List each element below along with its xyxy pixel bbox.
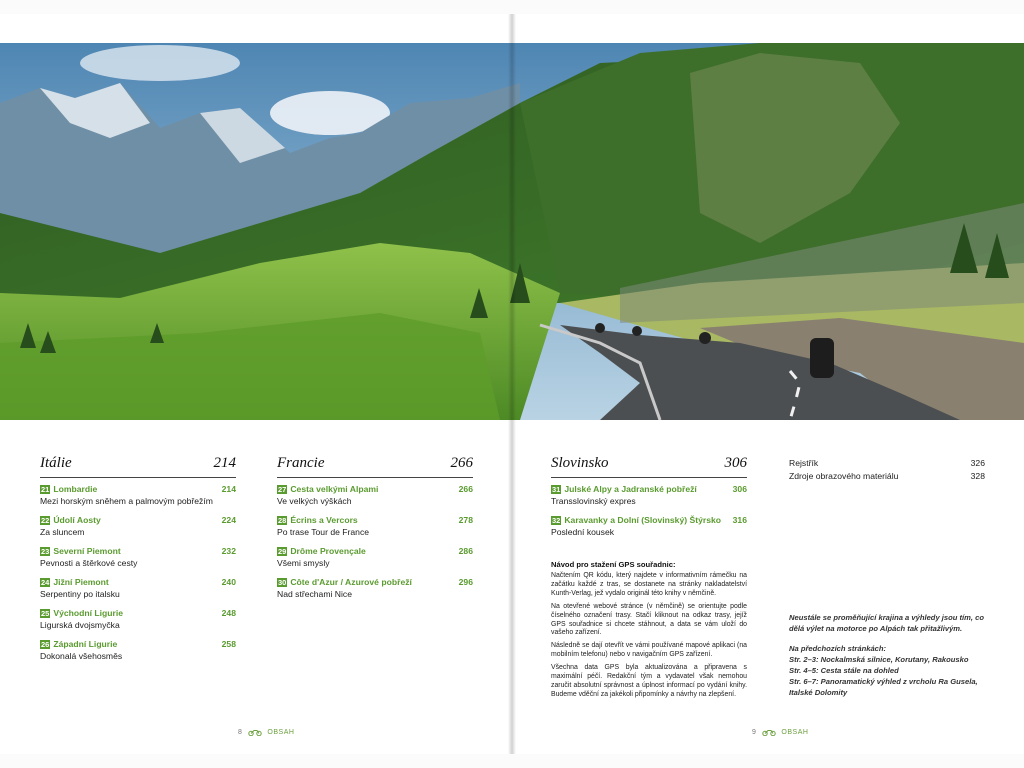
index-row: [789, 458, 985, 468]
toc-entry-title: [551, 484, 697, 494]
toc-entry-title: [40, 608, 123, 618]
route-number-badge: 29: [278, 546, 287, 556]
gps-paragraph: Následně se dají otevřít ve vámi používané mapové aplikaci (na mobilním telefonu) nebo v navigačním GPS zařízení.: [551, 642, 747, 659]
route-name: Julské Alpy a Jadranské pobřeží: [564, 484, 697, 494]
toc-entry-subtitle: Serpentiny po italsku: [40, 589, 120, 599]
notes-item: Str. 6–7: Panoramatický výhled z vrcholu Ra Gusela, Italské Dolomity: [789, 677, 978, 697]
route-name: Lombardie: [53, 484, 98, 494]
route-name: Severní Piemont: [53, 546, 121, 556]
route-number-badge: 30: [278, 577, 287, 587]
route-name: Jižní Piemont: [53, 577, 109, 587]
route-number-badge: 22: [41, 515, 50, 525]
notes-heading: Na předchozích stránkách:: [789, 644, 887, 653]
toc-entry-title: [40, 546, 121, 556]
toc-entry-subtitle: Nad střechami Nice: [277, 589, 352, 599]
toc-entry-page: 248: [221, 608, 236, 618]
toc-entry-subtitle: Poslední kousek: [551, 527, 615, 537]
toc-entry-subtitle: Transslovinský expres: [551, 496, 636, 506]
toc-entry-title: [277, 515, 358, 525]
motorcycle-icon: [248, 728, 262, 736]
toc-entry-title: [277, 577, 412, 587]
motorcycle-icon: [762, 728, 776, 736]
column-title: Slovinsko: [551, 455, 609, 471]
route-number-badge: 28: [278, 515, 287, 525]
toc-entry-title: [277, 546, 366, 556]
toc-entry: [551, 515, 747, 537]
column-page: 306: [724, 455, 747, 471]
toc-entry-row: [40, 577, 236, 587]
toc-entry: [40, 577, 236, 599]
column-header: [551, 455, 747, 478]
toc-entry: [277, 515, 473, 537]
toc-entry-subtitle: Za sluncem: [40, 527, 85, 537]
route-name: Côte d'Azur / Azurové pobřeží: [290, 577, 412, 587]
column-header: [277, 455, 473, 478]
toc-entry-page: 224: [221, 515, 236, 525]
toc-entry-title: [551, 515, 721, 525]
toc-entry-row: [277, 484, 473, 494]
book-gutter: [508, 14, 516, 754]
toc-entry-row: [551, 515, 747, 525]
toc-entry-page: 214: [221, 484, 236, 494]
toc-entry-subtitle: Všemi smysly: [277, 558, 330, 568]
toc-entry-row: [277, 577, 473, 587]
notes-item: Str. 4–5: Cesta stále na dohled: [789, 666, 899, 675]
photo-caption-notes: [789, 612, 985, 698]
toc-entry-title: [40, 484, 97, 494]
toc-entry-row: [551, 484, 747, 494]
route-number-badge: 27: [278, 484, 287, 494]
toc-entry-subtitle: Ligurská dvojsmyčka: [40, 620, 120, 630]
toc-entry-subtitle: Po trase Tour de France: [277, 527, 370, 537]
toc-entry-row: [40, 515, 236, 525]
route-name: Cesta velkými Alpami: [290, 484, 379, 494]
index-page: 326: [970, 458, 985, 468]
toc-entry-title: [40, 639, 117, 649]
index-label: Zdroje obrazového materiálu: [789, 471, 899, 481]
toc-entry-page: 232: [221, 546, 236, 556]
toc-entry: [40, 484, 236, 506]
folio-label: OBSAH: [267, 728, 295, 736]
route-name: Východní Ligurie: [53, 608, 124, 618]
toc-column-france: [277, 455, 473, 608]
column-title: Francie: [277, 455, 325, 471]
toc-entry-page: 306: [732, 484, 747, 494]
gps-paragraph: Na otevřené webové stránce (v němčině) se orientujte podle číselného označení trasy. Stačí kliknout na odkaz trasy, jejíž GPS souřadnice si chcete stáhnout, a data se vám uloží do vašeho zařízení.: [551, 602, 747, 637]
folio-right: [752, 728, 808, 736]
toc-entry: [277, 484, 473, 506]
index-page: 328: [970, 471, 985, 481]
column-title: Itálie: [40, 455, 72, 471]
gps-heading: Návod pro stažení GPS souřadnic:: [551, 560, 676, 569]
column-page: 214: [213, 455, 236, 471]
toc-entry-page: 258: [221, 639, 236, 649]
toc-entry-page: 316: [732, 515, 747, 525]
toc-entry-row: [277, 546, 473, 556]
route-number-badge: 31: [552, 484, 561, 494]
toc-entry: [40, 639, 236, 661]
toc-entry-page: 296: [458, 577, 473, 587]
toc-entry-row: [40, 608, 236, 618]
toc-entry: [277, 546, 473, 568]
column-page: 266: [450, 455, 473, 471]
folio-left: [238, 728, 294, 736]
toc-entry-subtitle: Pevnosti a štěrkové cesty: [40, 558, 138, 568]
toc-entry-row: [40, 546, 236, 556]
toc-entry-page: 266: [458, 484, 473, 494]
toc-entry: [551, 484, 747, 506]
toc-entry: [40, 608, 236, 630]
toc-entry: [277, 577, 473, 599]
gps-instructions: [551, 560, 747, 704]
toc-entry-page: 286: [458, 546, 473, 556]
toc-column-slovenia: [551, 455, 747, 546]
toc-entry-subtitle: Mezi horským sněhem a palmovým pobřežím: [40, 496, 213, 506]
toc-entry-page: 278: [458, 515, 473, 525]
toc-entry-page: 240: [221, 577, 236, 587]
toc-entry-subtitle: Ve velkých výškách: [277, 496, 352, 506]
toc-entry-row: [40, 484, 236, 494]
route-number-badge: 32: [552, 515, 561, 525]
folio-number: 8: [238, 728, 243, 736]
index-label: Rejstřík: [789, 458, 819, 468]
column-header: [40, 455, 236, 478]
toc-entry-row: [277, 515, 473, 525]
index-row: [789, 471, 985, 481]
route-number-badge: 25: [41, 608, 50, 618]
index-list: [789, 458, 985, 484]
folio-number: 9: [752, 728, 757, 736]
toc-entry-row: [40, 639, 236, 649]
toc-entry-title: [40, 577, 109, 587]
route-number-badge: 21: [41, 484, 50, 494]
toc-entry: [40, 546, 236, 568]
route-name: Drôme Provençale: [290, 546, 366, 556]
route-name: Údolí Aosty: [53, 515, 101, 525]
route-number-badge: 26: [41, 639, 50, 649]
toc-column-italy: [40, 455, 236, 670]
gps-paragraph: Všechna data GPS byla aktualizována a připravena s maximální péčí. Redakční tým a vydavatel však nemohou zaručit absolutní správnost a úplnost informací po vydání knihy. Budeme vděční za jakékoli připomínky a návrhy na zlepšení.: [551, 664, 747, 698]
route-number-badge: 23: [41, 546, 50, 556]
toc-entry: [40, 515, 236, 537]
notes-item: Str. 2–3: Nockalmská silnice, Korutany, Rakousko: [789, 655, 969, 664]
notes-intro: Neustále se proměňující krajina a výhledy jsou tím, co dělá výlet na motorce po Alpách tak přitažlivým.: [789, 613, 984, 633]
toc-entry-title: [277, 484, 378, 494]
route-name: Écrins a Vercors: [290, 515, 358, 525]
route-name: Západní Ligurie: [53, 639, 118, 649]
toc-entry-title: [40, 515, 101, 525]
toc-entry-subtitle: Dokonalá všehosměs: [40, 651, 123, 661]
folio-label: OBSAH: [781, 728, 809, 736]
gps-paragraph: Načtením QR kódu, který najdete v informativním rámečku na začátku každé z tras, se dostanete na stránky nakladatelství Kunth-Verlag, jež vydalo originál této knihy v němčině.: [551, 572, 747, 597]
route-name: Karavanky a Dolní (Slovinský) Štýrsko: [564, 515, 722, 525]
route-number-badge: 24: [41, 577, 50, 587]
